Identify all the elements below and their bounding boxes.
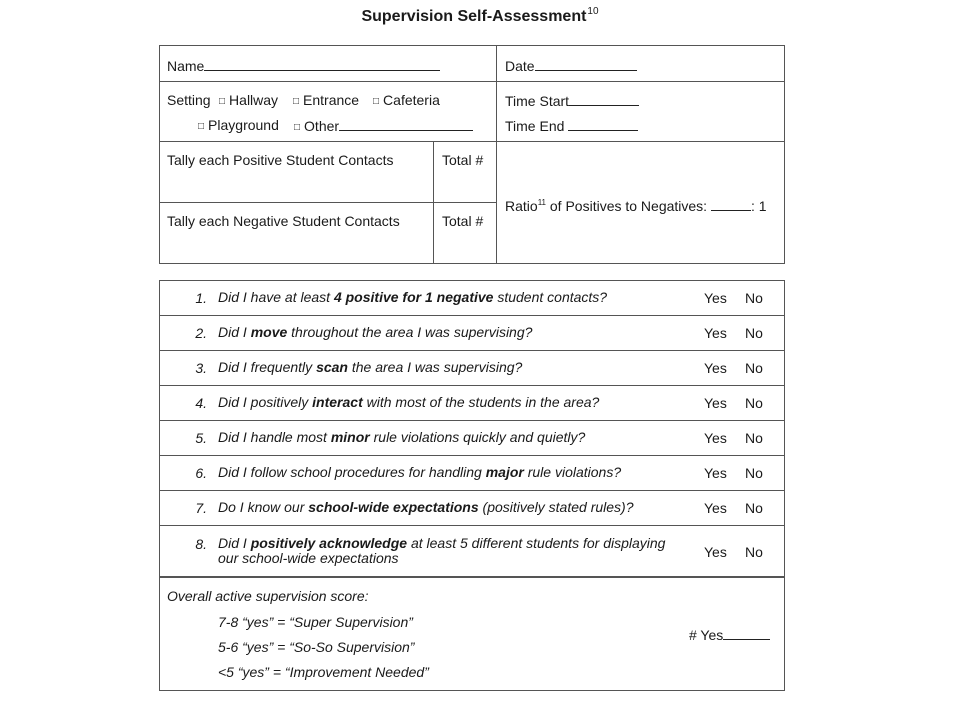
title-footnote: 10 [587, 6, 599, 17]
no-option[interactable]: No [745, 290, 763, 306]
divider [159, 455, 785, 456]
positive-tally-label: Tally each Positive Student Contacts [167, 152, 394, 168]
ratio-field[interactable]: Ratio$^{11}$ of Positives to Negatives: : 1 [505, 198, 767, 214]
yes-option[interactable]: Yes [704, 325, 727, 341]
divider [159, 420, 785, 421]
divider [159, 490, 785, 491]
divider [159, 350, 785, 351]
yes-option[interactable]: Yes [704, 500, 727, 516]
yes-count-field[interactable]: # Yes [689, 626, 770, 643]
divider [159, 525, 785, 526]
page-title: Supervision Self-Assessment$^{10}$ [361, 6, 599, 25]
date-field[interactable]: Date [505, 57, 637, 74]
checkbox-other[interactable]: □ Other [294, 117, 473, 137]
time-end-field[interactable]: Time End [505, 117, 638, 134]
score-level-soso: 5-6 “yes” = “So-So Supervision” [218, 639, 415, 655]
setting-label: Setting [167, 92, 211, 108]
divider [159, 576, 785, 578]
yes-option[interactable]: Yes [704, 360, 727, 376]
yes-option[interactable]: Yes [704, 430, 727, 446]
score-level-super: 7-8 “yes” = “Super Supervision” [218, 614, 413, 630]
score-heading: Overall active supervision score: [167, 588, 369, 604]
name-field[interactable]: Name [167, 57, 440, 74]
yes-option[interactable]: Yes [704, 395, 727, 411]
divider [433, 141, 434, 264]
no-option[interactable]: No [745, 395, 763, 411]
positive-total-label: Total # [442, 152, 484, 168]
time-start-field[interactable]: Time Start [505, 92, 639, 109]
divider [159, 202, 497, 203]
checkbox-cafeteria[interactable]: □ Cafeteria [373, 92, 440, 108]
divider [159, 81, 785, 82]
negative-tally-label: Tally each Negative Student Contacts [167, 213, 400, 229]
checkbox-entrance[interactable]: □ Entrance [293, 92, 360, 108]
divider [159, 315, 785, 316]
checkbox-playground[interactable]: □ Playground [198, 117, 279, 133]
divider [496, 45, 497, 264]
divider [159, 141, 785, 142]
no-option[interactable]: No [745, 544, 763, 560]
divider [159, 385, 785, 386]
no-option[interactable]: No [745, 465, 763, 481]
no-option[interactable]: No [745, 430, 763, 446]
yes-option[interactable]: Yes [704, 465, 727, 481]
yes-option[interactable]: Yes [704, 290, 727, 306]
checkbox-hallway[interactable]: □ Hallway [219, 92, 279, 108]
no-option[interactable]: No [745, 325, 763, 341]
yes-option[interactable]: Yes [704, 544, 727, 560]
negative-total-label: Total # [442, 213, 484, 229]
score-level-improvement: <5 “yes” = “Improvement Needed” [218, 664, 429, 680]
no-option[interactable]: No [745, 500, 763, 516]
no-option[interactable]: No [745, 360, 763, 376]
